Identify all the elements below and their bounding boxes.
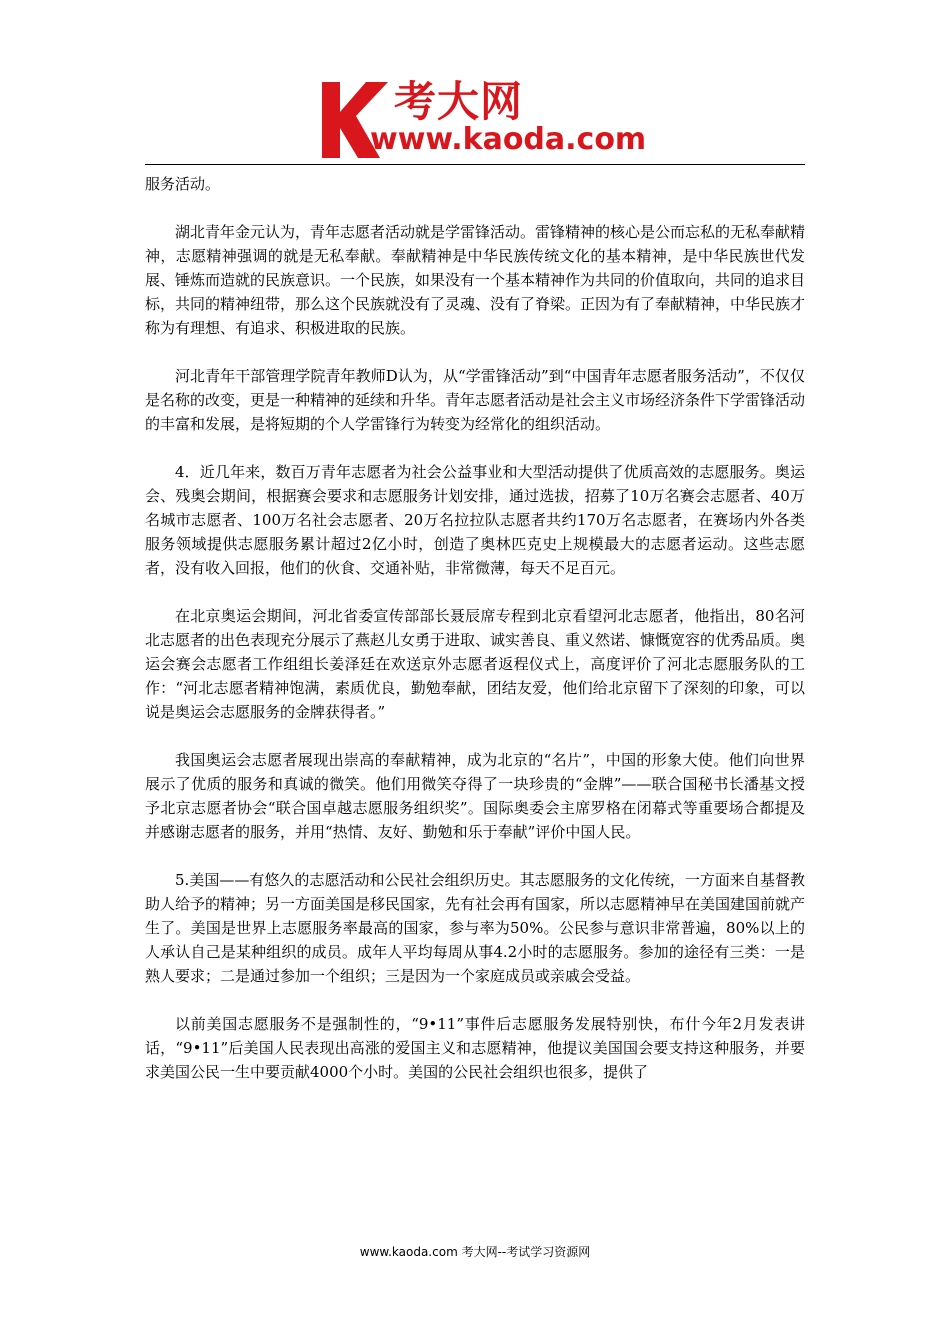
page-footer: www.kaoda.com 考大网--考试学习资源网 [359, 1245, 591, 1259]
paragraph: 在北京奥运会期间，河北省委宣传部部长聂辰席专程到北京看望河北志愿者，他指出，80名河北志愿者的出色表现充分展示了燕赵儿女勇于进取、诚实善良、重义然诺、慷慨宽容的优秀品质。奥运会赛会志愿者工作组组长姜泽廷在欢送京外志愿者返程仪式上，高度评价了河北志愿服务队的工作：“河北志愿者精神饱满，素质优良，勤勉奉献，团结友爱，他们给北京留下了深刻的印象，可以说是奥运会志愿服务的金牌获得者。” [145, 607, 806, 721]
site-title: 考大网 [394, 77, 524, 126]
paragraph: 河北青年干部管理学院青年教师D认为，从“学雷锋活动”到“中国青年志愿者服务活动”，不仅仅是名称的改变，更是一种精神的延续和升华。青年志愿者活动是社会主义市场经济条件下学雷锋活动的丰富和发展，是将短期的个人学雷锋行为转变为经常化的组织活动。 [145, 367, 806, 433]
paragraph: 4．近几年来，数百万青年志愿者为社会公益事业和大型活动提供了优质高效的志愿服务。奥运会、残奥会期间，根据赛会要求和志愿服务计划安排，通过选拔，招募了10万名赛会志愿者、40万名城市志愿者、100万名社会志愿者、20万名拉拉队志愿者共约170万名志愿者，在赛场内外各类服务领域提供志愿服务累计超过2亿小时，创造了奥林匹克史上规模最大的志愿者运动。这些志愿者，没有收入回报，他们的伙食、交通补贴，非常微薄，每天不足百元。 [145, 463, 805, 577]
paragraph: 以前美国志愿服务不是强制性的，“9•11”事件后志愿服务发展特别快，布什今年2月发表讲话，“9•11”后美国人民表现出高涨的爱国主义和志愿精神，他提议美国国会要支持这种服务，并要求美国公民一生中要贡献4000个小时。美国的公民社会组织也很多，提供了 [145, 1015, 805, 1081]
paragraph: 5.美国——有悠久的志愿活动和公民社会组织历史。其志愿服务的文化传统，一方面来自基督教助人给予的精神；另一方面美国是移民国家，先有社会再有国家，所以志愿精神早在美国建国前就产生了。美国是世界上志愿服务率最高的国家，参与率为50%。公民参与意识非常普遍，80%以上的人承认自己是某种组织的成员。成年人平均每周从事4.2小时的志愿服务。参加的途径有三类：一是熟人要求；二是通过参加一个组织；三是因为一个家庭成员或亲戚会受益。 [145, 871, 806, 985]
header-divider [145, 164, 805, 165]
paragraph: 我国奥运会志愿者展现出崇高的奉献精神，成为北京的“名片”，中国的形象大使。他们向世界展示了优质的服务和真诚的微笑。他们用微笑夺得了一块珍贵的“金牌”——联合国秘书长潘基文授予北京志愿者协会“联合国卓越志愿服务组织奖”。国际奥委会主席罗格在闭幕式等重要场合都提及并感谢志愿者的服务，并用“热情、友好、勤勉和乐于奉献”评价中国人民。 [145, 751, 805, 841]
site-url[interactable]: www.kaoda.com [370, 122, 647, 157]
paragraph: 服务活动。 [145, 175, 221, 193]
document-body [145, 172, 805, 1108]
paragraph: 湖北青年金元认为，青年志愿者活动就是学雷锋活动。雷锋精神的核心是公而忘私的无私奉献精神，志愿精神强调的就是无私奉献。奉献精神是中华民族传统文化的基本精神，是中华民族世代发展、锤炼而造就的民族意识。一个民族，如果没有一个基本精神作为共同的价值取向，共同的追求目标，共同的精神纽带，那么这个民族就没有了灵魂、没有了脊梁。正因为有了奉献精神，中华民族才称为有理想、有追求、积极进取的民族。 [145, 223, 806, 337]
site-logo [318, 78, 648, 160]
